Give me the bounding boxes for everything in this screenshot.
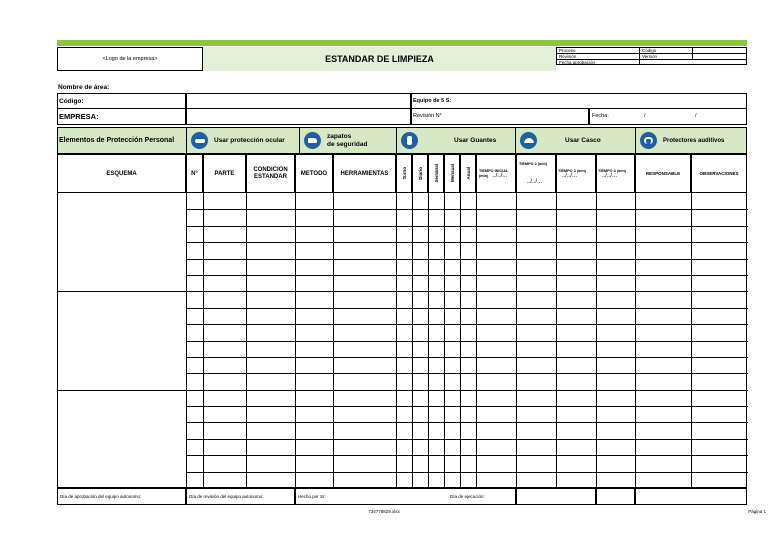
header-condicion: CONDICION ESTANDAR [246,154,295,193]
header-herramientas: HERRAMIENTAS [333,154,396,193]
empresa-label: EMPRESA: [59,112,99,121]
footer-revision[interactable]: Día de revisión del equipo autonomo: [186,488,295,505]
epp-title: Elementos de Protección Personal [58,128,187,153]
epp-bar [57,127,747,154]
header-mensual [444,154,460,193]
header-numero: N° [186,154,203,193]
codigo-field[interactable] [186,94,411,109]
revision-field[interactable] [411,109,589,125]
footer-tiempo-cell[interactable] [516,488,596,505]
header-semanal [428,154,444,193]
tiempo-4-date: ../../... [602,172,618,179]
header-tiempo-inicial [476,154,516,193]
table-row [186,422,748,423]
tiempo-3-date: ../../... [562,172,578,179]
table-row [186,373,748,374]
meta-proceso-label: Proceso [559,48,576,53]
epp-item-ear-protection [636,128,746,153]
equipo-field[interactable] [411,94,747,109]
empresa-label-cell [57,109,186,125]
area-row [57,81,747,94]
codigo-label: Código: [59,98,84,105]
table-row [186,226,748,227]
tiempo-2-date: ../../... [527,179,543,186]
epp-gloves-label: Usar Guantes [454,137,497,144]
footer-tiempo4-cell[interactable] [596,488,635,505]
table-row [186,209,748,210]
diario-label: Diario [417,167,423,180]
table-row [186,259,748,260]
table-row [186,341,748,342]
tiempo-inicial-date: ../../... [492,172,508,179]
table-row [186,324,748,325]
table-row [58,291,748,292]
goggles-icon [191,132,208,149]
header-esquema: ESQUEMA [57,154,186,193]
table-row [186,455,748,456]
table-row [186,357,748,358]
helmet-icon [520,132,537,149]
file-name: 734778829.xlsx [368,509,400,514]
table-row [186,406,748,407]
table-row [186,242,748,243]
footer-hecho-por[interactable] [295,488,516,505]
equipo-label: Equipo de 5 S: [413,98,452,104]
footer-responsable-cell[interactable] [635,488,747,505]
table-row [58,390,748,391]
header-tiempo-4 [596,154,635,193]
header-observaciones: OBSERVACIONES [691,154,747,193]
mensual-label: Mensual [449,164,455,183]
meta-revision-label: Revisión [559,54,577,59]
tiempo-inicial-label: TIEMPO INICIAL [479,168,509,173]
boots-icon [304,132,321,149]
header-responsable: RESPONSABLE [635,154,691,193]
epp-helmet-label: Usar Casco [565,137,601,144]
table-row [186,308,748,309]
footer-aprobacion[interactable]: Día de aprobación del equipo autonomo: [57,488,186,505]
fecha-label: Fecha: [592,113,609,119]
header-tiempo-3 [556,154,596,193]
tiempo-4-label: TIEMPO 4 (min) [598,168,627,173]
epp-boots-label: zapatos de seguridad [327,132,368,148]
table-body [57,193,747,488]
tiempo-inicial-unit: (min) [479,173,489,178]
document-title: ESTANDAR DE LIMPIEZA [203,47,556,71]
dia-ejecucion-label: Día de ejecución: [450,494,485,499]
fecha-separator: / [695,113,697,119]
meta-version-label: Versión [639,54,657,59]
meta-fecha-aprobacion-label: Fecha aprobación [559,60,596,65]
tiempo-2-label: TIEMPO 2 (min) [519,161,548,166]
header-turno [396,154,412,193]
semanal-label: Semanal [433,164,439,183]
document-meta [556,47,747,71]
hecho-por-label: Hecho por Sr: [298,494,326,499]
epp-item-goggles [187,128,300,153]
header-diario [412,154,428,193]
turno-label: Turno [401,167,407,180]
table-row [186,439,748,440]
empresa-field[interactable] [186,109,411,125]
cleaning-standard-table [57,154,747,488]
tiempo-3-label: TIEMPO 3 (min) [558,168,587,173]
header-anual [460,154,476,193]
meta-row-fecha [556,59,747,65]
green-header-bar [57,40,747,46]
revision-label: Revisión N° [413,113,442,119]
header-metodo: METODO [295,154,333,193]
fecha-separator: / [644,113,646,119]
document-header [57,47,747,71]
epp-item-helmet [516,128,636,153]
codigo-row [57,94,747,109]
area-label: Nombre de área: [58,84,110,91]
table-row [186,275,748,276]
epp-item-boots [300,128,397,153]
page-number: Página 1 [748,509,766,514]
anual-label: Anual [465,167,471,180]
company-logo-placeholder: <Logo de la empresa> [57,47,203,71]
codigo-label-cell [57,94,186,109]
meta-fecha-value [639,60,640,65]
meta-codigo-label: Código [639,48,656,53]
epp-goggles-label: Usar protección ocular [214,137,285,144]
header-tiempo-2 [516,154,556,193]
epp-item-gloves [397,128,516,153]
header-parte: PARTE [203,154,246,193]
ear-protection-icon [640,132,657,149]
table-row [186,472,748,473]
epp-ear-protection-label: Protectores auditivos [663,137,725,144]
fecha-field[interactable] [589,109,747,125]
empresa-row [57,109,747,125]
gloves-icon [401,132,418,149]
approval-footer [57,488,747,505]
